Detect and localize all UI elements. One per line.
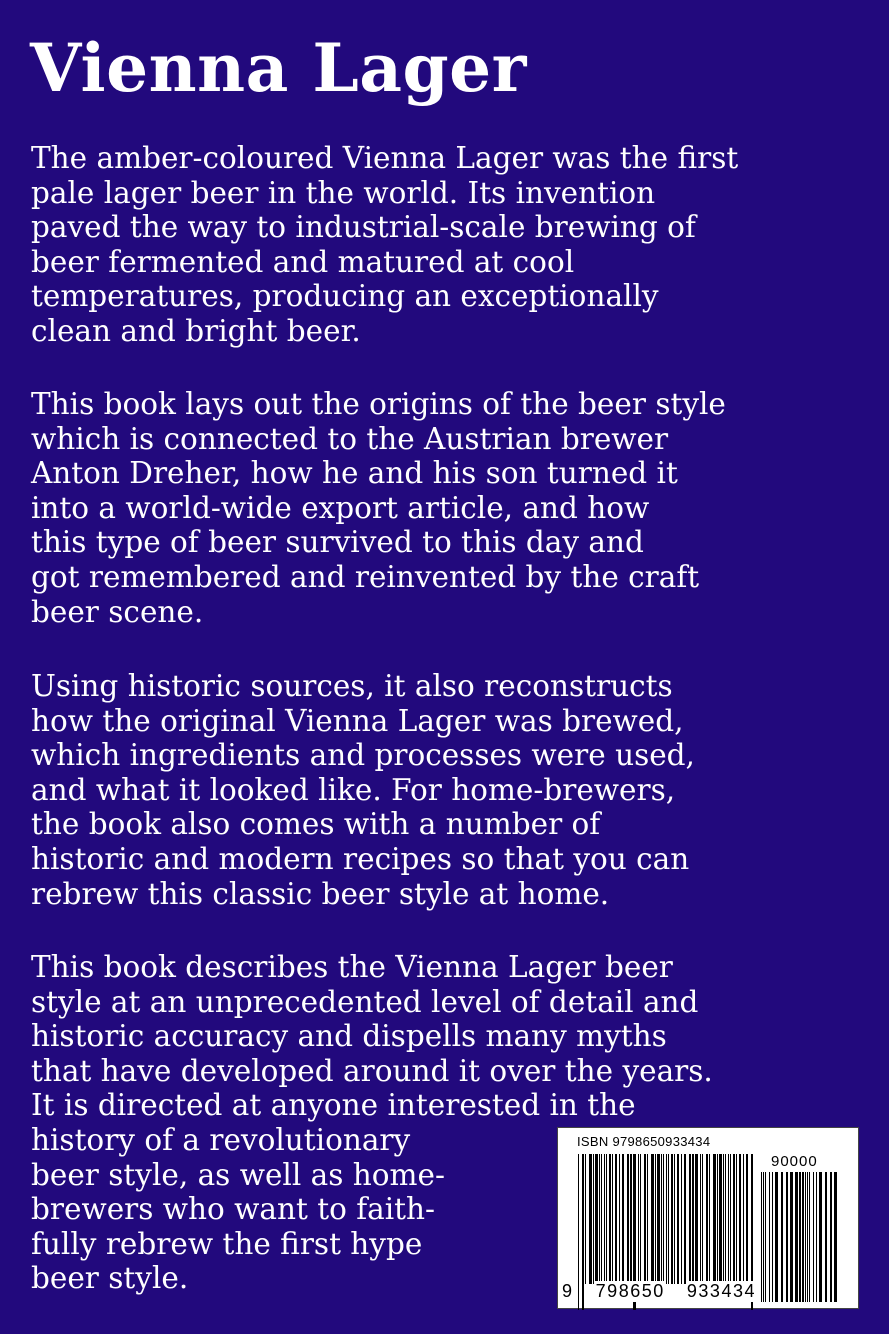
isbn-digits-left: 798650: [595, 1281, 665, 1301]
barcode-bar: [630, 1154, 632, 1284]
barcode-bar: [681, 1154, 682, 1284]
barcode-bar: [692, 1154, 694, 1284]
barcode-bar: [730, 1154, 731, 1284]
blurb-line: historic accuracy and dispells many myths: [31, 1019, 667, 1054]
blurb-line: historic and modern recipes so that you can: [31, 841, 690, 876]
blurb-line: Anton Dreher, how he and his son turned it: [31, 456, 678, 491]
barcode-bar: [684, 1154, 686, 1284]
price-addon-label: 90000: [771, 1153, 818, 1170]
blurb-paragraph-3: [31, 669, 695, 911]
barcode-bar: [807, 1172, 808, 1302]
blurb-line: that have developed around it over the years.: [31, 1053, 713, 1088]
barcode-bar: [640, 1154, 641, 1284]
blurb-line: Using historic sources, it also reconstructs: [31, 669, 673, 703]
barcode-bar: [615, 1154, 617, 1284]
barcode-bar: [775, 1172, 778, 1302]
barcode-bar: [666, 1154, 667, 1284]
blurb-line: It is directed at anyone interested in the: [31, 1088, 636, 1123]
barcode-bar: [786, 1172, 788, 1302]
barcode-bar: [763, 1172, 764, 1302]
blurb-line: into a world-wide export article, and how: [31, 490, 650, 525]
blurb-line: paved the way to industrial-scale brewing of: [31, 210, 696, 245]
blurb-line: rebrew this classic beer style at home.: [31, 876, 610, 911]
blurb-line: which ingredients and processes were used,: [31, 738, 695, 773]
barcode-bar: [736, 1154, 737, 1284]
barcode-bar: [706, 1154, 708, 1284]
blurb-line: clean and bright beer.: [31, 313, 361, 348]
barcode-bar: [743, 1154, 744, 1284]
barcode-bar: [802, 1172, 804, 1302]
barcode-bar: [668, 1154, 669, 1284]
barcode-bar: [728, 1154, 729, 1284]
barcode-bar: [790, 1172, 793, 1302]
blurb-line: The amber-coloured Vienna Lager was the first: [31, 141, 739, 175]
barcode-bar: [805, 1172, 806, 1302]
isbn-digit-prefix: 9: [562, 1281, 574, 1301]
barcode-bar: [644, 1154, 646, 1284]
barcode-bar: [593, 1154, 594, 1284]
addon-barcode-bars: [761, 1172, 841, 1302]
barcode-bar: [813, 1172, 814, 1302]
barcode-bar: [746, 1154, 748, 1284]
barcode-bar: [772, 1172, 773, 1302]
isbn-human-readable: [561, 1281, 757, 1302]
blurb-line: which is connected to the Austrian brewer: [31, 421, 669, 456]
barcode-bar: [717, 1154, 718, 1284]
barcode-bar: [647, 1154, 648, 1284]
barcode-bar: [725, 1154, 726, 1284]
barcode-bar: [612, 1154, 613, 1284]
barcode-bar: [655, 1154, 656, 1284]
blurb-line: got remembered and reinvented by the craft: [31, 559, 700, 594]
barcode-bar: [619, 1154, 620, 1284]
blurb-line: history of a revolutionary: [31, 1122, 411, 1157]
isbn-digits-right: 933434: [686, 1281, 756, 1301]
barcode-bar: [834, 1172, 837, 1302]
barcode-bar: [795, 1172, 798, 1302]
barcode-bar: [657, 1154, 660, 1284]
barcode-bar: [661, 1154, 662, 1284]
blurb-line: style at an unprecedented level of detail and: [31, 984, 699, 1019]
barcode-bar: [723, 1154, 724, 1284]
barcode-bar: [638, 1154, 639, 1284]
barcode-bar: [677, 1154, 679, 1284]
barcode-bar: [651, 1154, 654, 1284]
barcode-bar: [663, 1154, 664, 1284]
book-title: Vienna Lager: [30, 29, 527, 107]
barcode-bar: [825, 1172, 827, 1302]
barcode-bar: [765, 1172, 766, 1302]
barcode-bar: [809, 1172, 810, 1302]
barcode-bar: [761, 1172, 762, 1302]
blurb-line: beer style.: [31, 1261, 189, 1296]
barcode-bar: [695, 1154, 698, 1284]
barcode-bar: [585, 1154, 586, 1284]
barcode-bar: [830, 1172, 832, 1302]
blurb-line: pale lager beer in the world. Its invention: [31, 175, 656, 210]
blurb-paragraph-1: [31, 141, 738, 349]
barcode-bar: [702, 1154, 703, 1284]
barcode-bar: [599, 1154, 600, 1284]
blurb-line: beer style, as well as home-: [31, 1157, 445, 1192]
barcode-bar: [719, 1154, 722, 1284]
blurb-line: temperatures, producing an exceptionally: [31, 279, 659, 314]
barcode-bar: [700, 1154, 701, 1284]
blurb-line: and what it looked like. For home-brewers,: [31, 772, 676, 807]
barcode-bar: [604, 1154, 605, 1284]
barcode-bar: [589, 1154, 592, 1284]
barcode-bar: [627, 1154, 629, 1284]
barcode-bar: [601, 1154, 602, 1284]
barcode-bar: [816, 1172, 817, 1302]
blurb-line: beer scene.: [31, 594, 204, 629]
barcode-bar: [606, 1154, 607, 1284]
barcode-bar: [819, 1172, 822, 1302]
blurb-line: this type of beer survived to this day and: [31, 525, 644, 560]
blurb-line: beer fermented and matured at cool: [31, 244, 575, 279]
barcode-bar: [595, 1154, 598, 1284]
barcode-bar: [689, 1154, 691, 1284]
barcode-bar: [709, 1154, 710, 1284]
barcode-bar: [769, 1172, 770, 1302]
barcode-bar: [622, 1154, 624, 1284]
blurb-line: This book lays out the origins of the beer style: [31, 387, 726, 421]
barcode-bar: [799, 1172, 801, 1302]
blurb-line: fully rebrew the first hype: [31, 1226, 423, 1261]
isbn-label: ISBN 9798650933434: [577, 1134, 711, 1149]
barcode-bar: [713, 1154, 716, 1284]
blurb-line: brewers who want to faith-: [31, 1192, 435, 1227]
barcode-bar: [674, 1154, 675, 1284]
barcode-bar: [733, 1154, 735, 1284]
blurb-line: how the original Vienna Lager was brewed,: [31, 703, 684, 738]
blurb-line: This book describes the Vienna Lager beer: [31, 950, 673, 984]
blurb-line: the book also comes with a number of: [31, 807, 601, 842]
barcode-bar: [671, 1154, 673, 1284]
blurb-paragraph-2: [31, 387, 726, 629]
barcode-bar: [781, 1172, 783, 1302]
isbn-barcode: [557, 1127, 859, 1309]
barcode-bar: [609, 1154, 611, 1284]
barcode-bar: [739, 1154, 741, 1284]
